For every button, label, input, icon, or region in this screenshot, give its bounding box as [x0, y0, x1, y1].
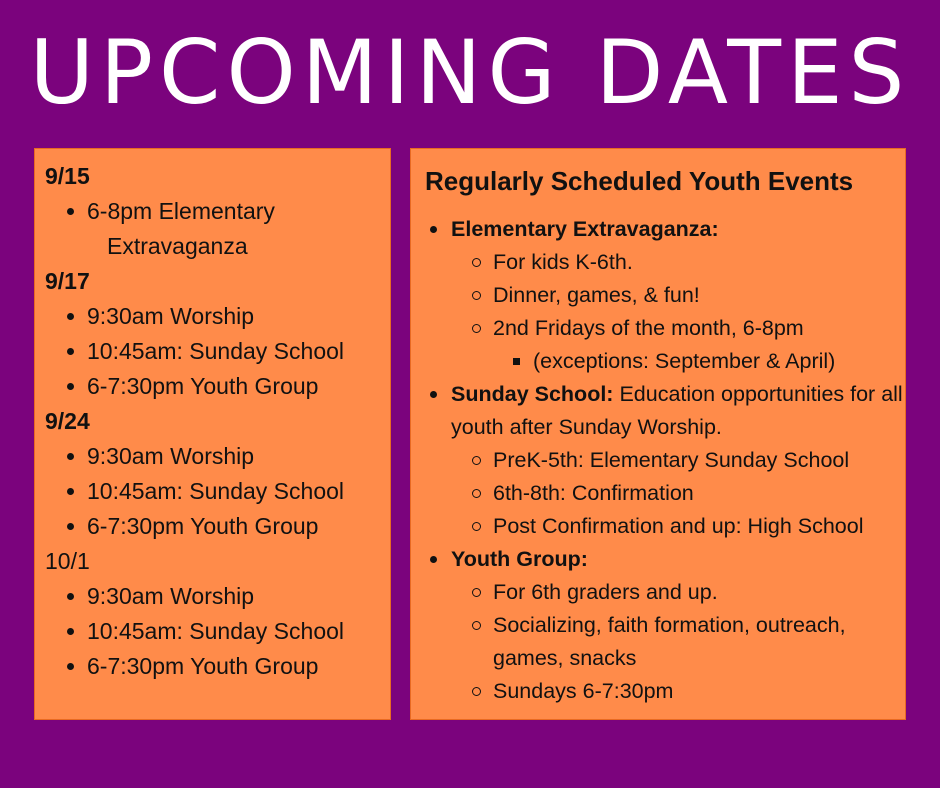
date-event-text: 10:45am: Sunday School [87, 478, 345, 504]
circle-bullet-icon [472, 291, 481, 300]
event-detail-text: 2nd Fridays of the month, 6-8pm [493, 316, 804, 340]
bullet-icon [67, 523, 74, 530]
regular-events-list [425, 213, 905, 708]
date-event-list [45, 439, 390, 544]
date-event-text: 6-8pm Elementary [87, 198, 275, 224]
date-event-list [45, 579, 390, 684]
date-event-text: 9:30am Worship [87, 583, 255, 609]
date-event-text: 6-7:30pm Youth Group [87, 653, 319, 679]
bullet-icon [430, 226, 437, 233]
date-event-item [45, 299, 390, 334]
event-note-item [425, 345, 905, 378]
event-detail-text: 6th-8th: Confirmation [493, 481, 694, 505]
date-event-item [45, 334, 390, 369]
event-detail-text: For 6th graders and up. [493, 580, 718, 604]
event-detail-text: Post Confirmation and up: High School [493, 514, 864, 538]
event-detail-item [425, 576, 905, 609]
circle-bullet-icon [472, 489, 481, 498]
bullet-icon [67, 593, 74, 600]
event-detail-item [425, 279, 905, 312]
date-event-item [45, 649, 390, 684]
bullet-icon [67, 313, 74, 320]
bullet-icon [67, 628, 74, 635]
date-event-item [45, 474, 390, 509]
circle-bullet-icon [472, 522, 481, 531]
bullet-icon [67, 663, 74, 670]
event-detail-item [425, 477, 905, 510]
bullet-icon [67, 208, 74, 215]
event-detail-item [425, 675, 905, 708]
event-detail-text: Dinner, games, & fun! [493, 283, 700, 307]
circle-bullet-icon [472, 588, 481, 597]
date-event-list [45, 299, 390, 404]
date-event-item [45, 194, 390, 264]
date-event-text: 6-7:30pm Youth Group [87, 373, 319, 399]
event-detail-text: Socializing, faith formation, outreach, games, snacks [493, 613, 846, 670]
event-detail-item [425, 609, 893, 675]
event-note-text: (exceptions: September & April) [533, 349, 836, 373]
bullet-icon [430, 391, 437, 398]
date-event-text: 6-7:30pm Youth Group [87, 513, 319, 539]
date-event-item [45, 614, 390, 649]
regular-events-heading: Regularly Scheduled Youth Events [425, 166, 854, 196]
event-item [425, 213, 905, 246]
date-event-item [45, 579, 390, 614]
event-detail-item [425, 444, 905, 477]
event-detail-text: For kids K-6th. [493, 250, 633, 274]
event-detail-item [425, 510, 905, 543]
bullet-icon [67, 453, 74, 460]
bullet-icon [67, 383, 74, 390]
page-title: UPCOMING DATES [29, 21, 911, 124]
bullet-icon [430, 556, 437, 563]
square-bullet-icon [513, 358, 520, 365]
upcoming-dates-panel [34, 148, 391, 720]
event-name: Elementary Extravaganza: [451, 217, 719, 241]
event-description: Education opportunities for all youth after Sunday Worship. [451, 382, 903, 439]
event-detail-item [425, 312, 905, 345]
date-heading: 9/15 [45, 163, 90, 189]
circle-bullet-icon [472, 324, 481, 333]
event-name: Sunday School: [451, 382, 614, 406]
circle-bullet-icon [472, 687, 481, 696]
date-heading: 10/1 [45, 548, 90, 574]
event-name: Youth Group: [451, 547, 588, 571]
date-event-list [45, 194, 390, 264]
date-event-item [45, 439, 390, 474]
bullet-icon [67, 488, 74, 495]
circle-bullet-icon [472, 456, 481, 465]
event-detail-item [425, 246, 905, 279]
regular-events-panel [410, 148, 906, 720]
event-detail-text: PreK-5th: Elementary Sunday School [493, 448, 850, 472]
bullet-icon [67, 348, 74, 355]
date-event-text: 9:30am Worship [87, 443, 255, 469]
date-heading: 9/24 [45, 408, 90, 434]
circle-bullet-icon [472, 621, 481, 630]
date-event-text: 10:45am: Sunday School [87, 338, 345, 364]
date-event-item [45, 509, 390, 544]
circle-bullet-icon [472, 258, 481, 267]
date-event-text-continued: Extravaganza [107, 233, 248, 259]
event-detail-text: Sundays 6-7:30pm [493, 679, 674, 703]
date-heading: 9/17 [45, 268, 90, 294]
date-event-text: 9:30am Worship [87, 303, 255, 329]
event-item [425, 543, 905, 576]
date-event-text: 10:45am: Sunday School [87, 618, 345, 644]
date-event-item [45, 369, 390, 404]
event-item [425, 378, 905, 444]
